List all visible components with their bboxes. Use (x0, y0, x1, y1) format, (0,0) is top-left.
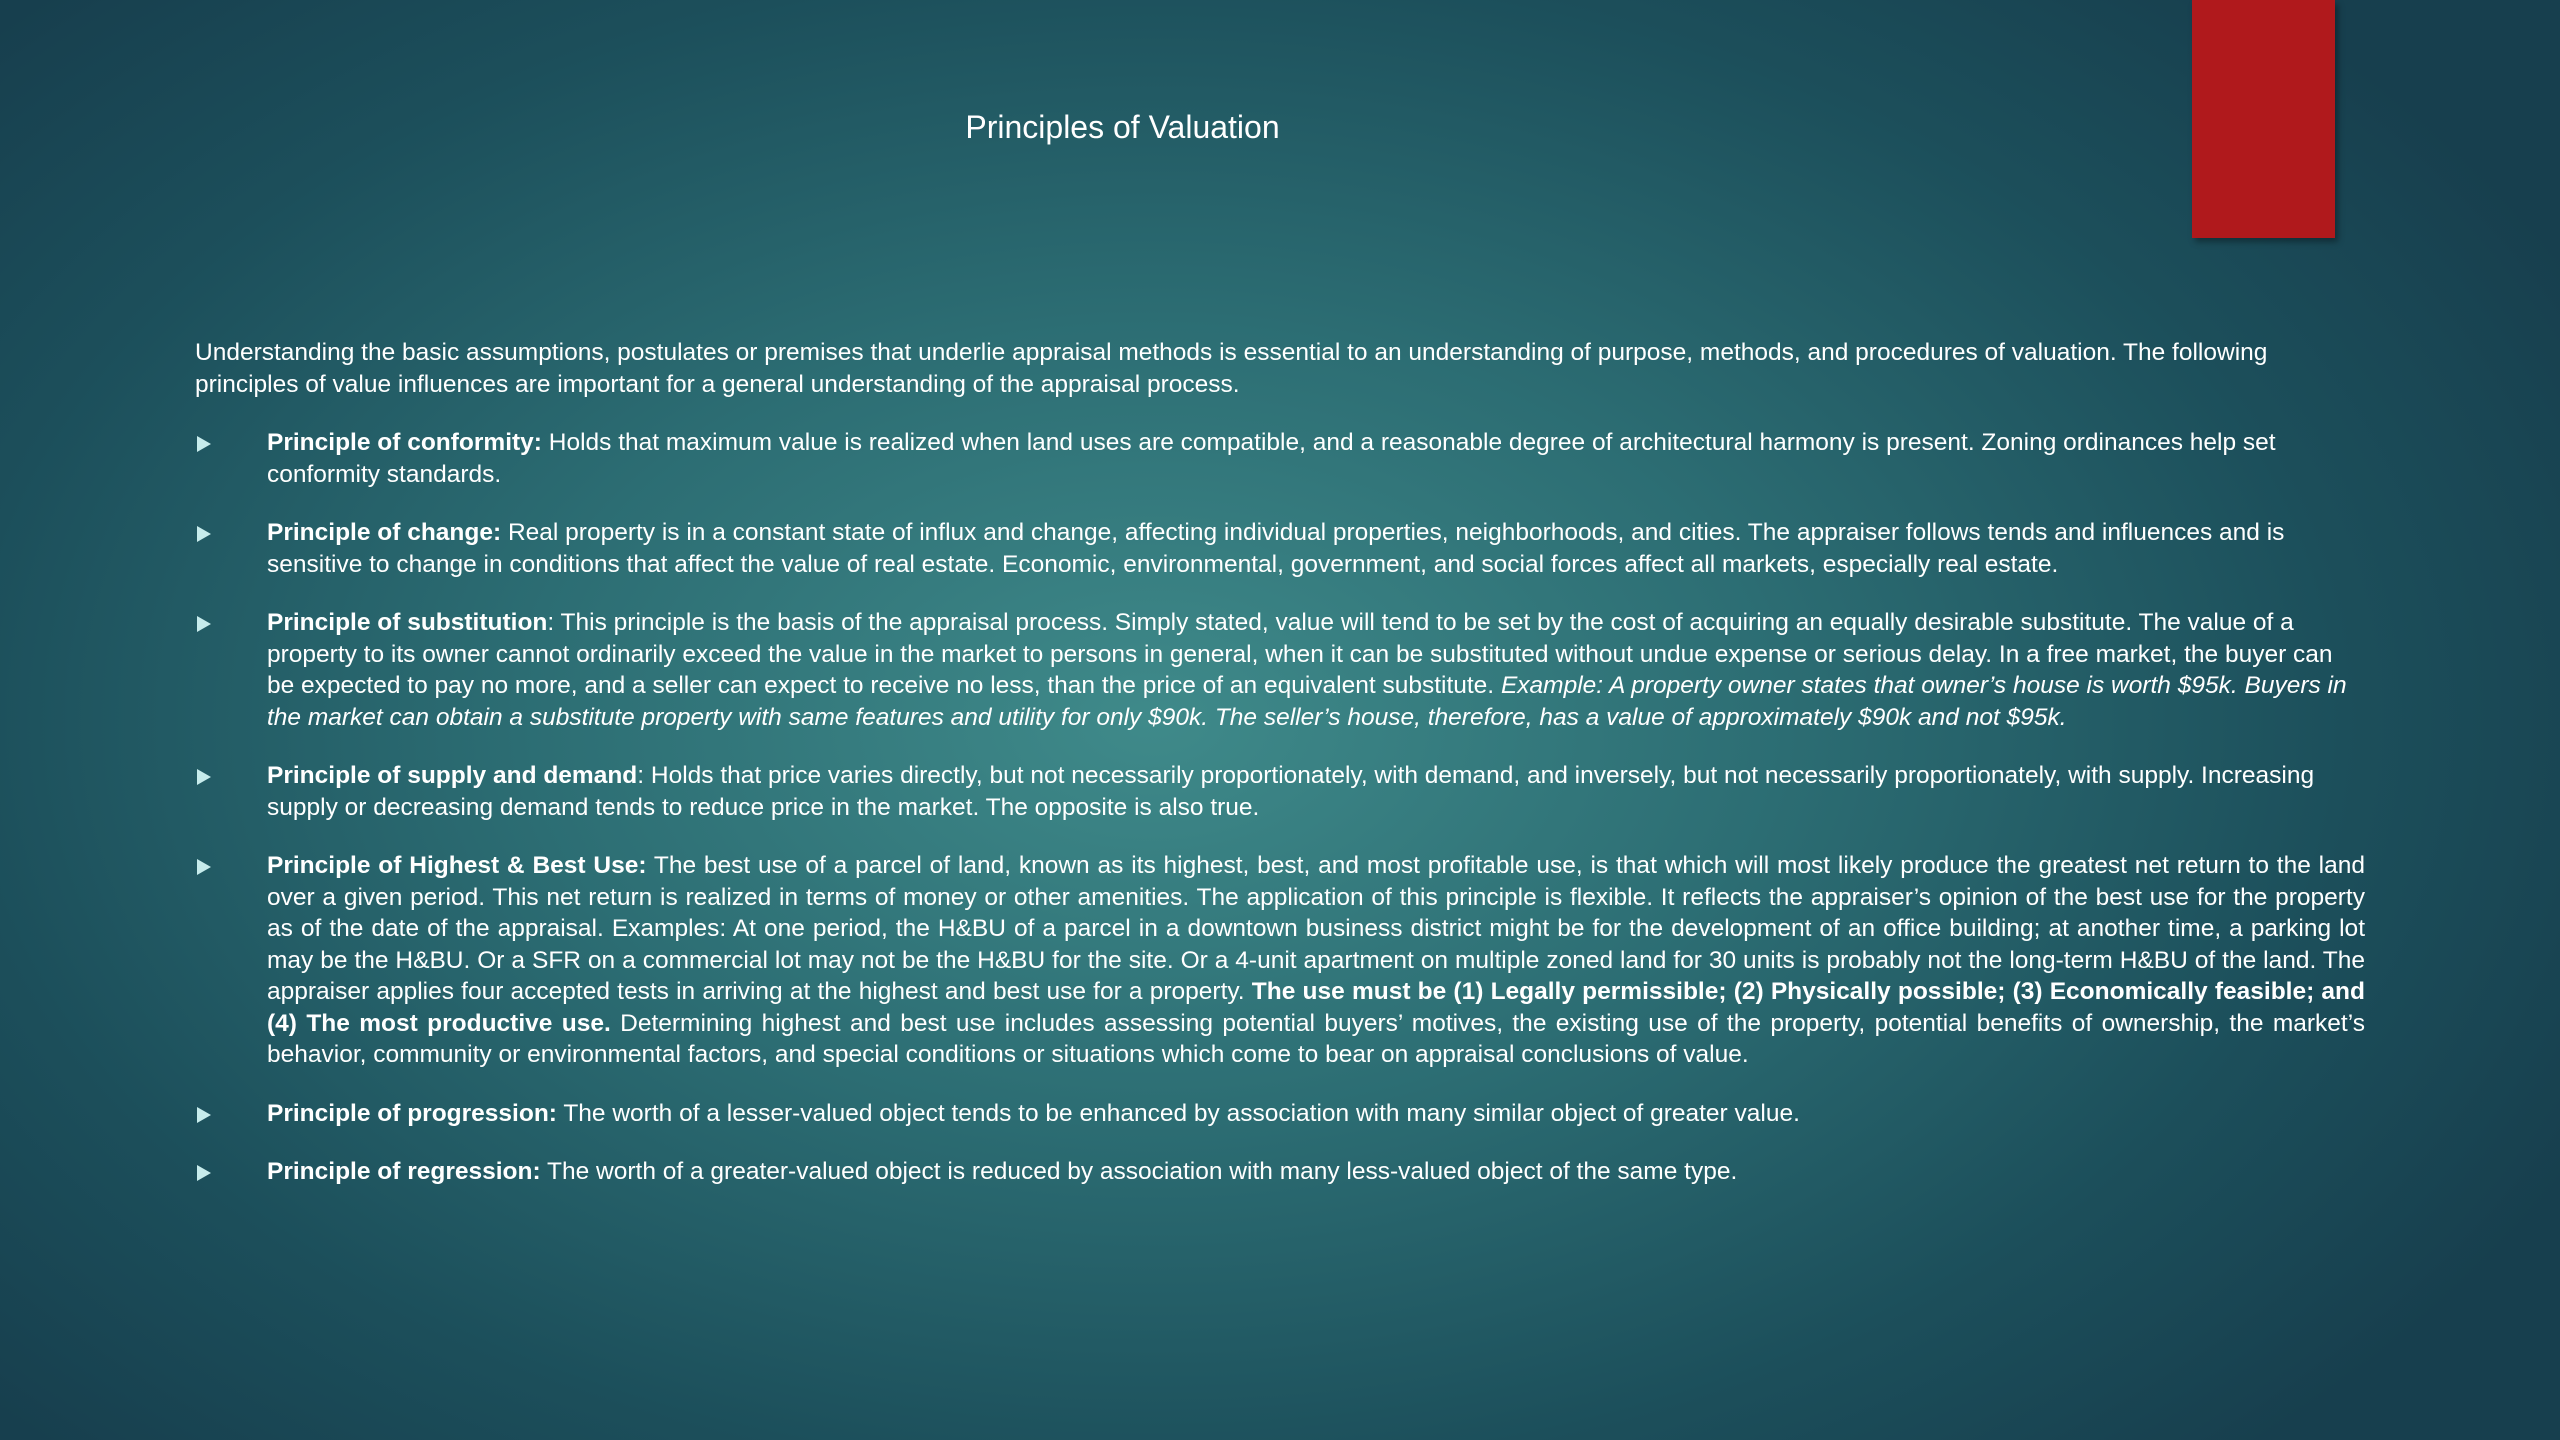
principle-description-continued: Determining highest and best use includes assessing potential buyers’ motives, the existing use of the property, potential benefits of ownership, the market’s behavior, community or environmental factors, and special conditions or situations which come to bear on appraisal conclusions of value. (267, 1009, 2365, 1068)
list-item-conformity (195, 427, 2365, 490)
bullet-text (267, 760, 2365, 823)
triangle-right-icon (197, 1165, 211, 1181)
bullet-text (267, 517, 2365, 580)
list-item-substitution (195, 607, 2365, 733)
bullet-text (267, 1098, 2365, 1130)
triangle-right-icon (197, 769, 211, 785)
slide-body (195, 337, 2365, 1215)
principle-description: The best use of a parcel of land, known as its highest, best, and most profitable use, is that which will most likely produce the greatest net return to the land over a given period. This net return is realized in terms of money or other amenities. The application of this principle is flexible. It reflects the appraiser’s opinion of the best use for the property as of the date of the appraisal. Examples: At one period, the H&BU of a parcel in a downtown business district might be for the development of an office building; at another time, a parking lot may be the H&BU. Or a SFR on a commercial lot may not be the H&BU for the site. Or a 4-unit apartment on multiple zoned land for 30 units is probably not the long-term H&BU of the land. The appraiser applies four accepted tests in arriving at the highest and best use for a property. (267, 852, 2365, 1005)
principle-term: Principle of Highest & Best Use: (267, 852, 647, 879)
principle-example: Example: A property owner states that owner’s house is worth $95k. Buyers in the market can obtain a substitute property with same features and utility for only $90k. The seller’s house, therefore, has a value of approximately $90k and not $95k. (267, 672, 2347, 731)
principle-term: Principle of supply and demand (267, 762, 638, 789)
bullet-text (267, 607, 2365, 733)
list-item-regression (195, 1156, 2365, 1188)
list-item-highest-best-use (195, 850, 2365, 1071)
principle-term: Principle of change: (267, 519, 502, 546)
bullet-text (267, 1156, 2365, 1188)
triangle-right-icon (197, 1107, 211, 1123)
principle-term: Principle of regression: (267, 1158, 541, 1185)
principle-description: The worth of a lesser-valued object tends to be enhanced by association with many similar object of greater value. (556, 1099, 1800, 1127)
bullet-text (267, 427, 2365, 490)
triangle-right-icon (197, 616, 211, 632)
triangle-right-icon (197, 859, 211, 875)
list-item-change (195, 517, 2365, 580)
list-item-supply-demand (195, 760, 2365, 823)
principle-emphasis: The use must be (1) Legally permissible; (2) Physically possible; (3) Economically feasible; and (4) The most productive use. (267, 978, 2365, 1037)
list-item-progression (195, 1098, 2365, 1130)
principle-description: : Holds that price varies directly, but not necessarily proportionately, with demand, and inversely, but not necessarily proportionately, with supply. Increasing supply or decreasing demand tends to reduce price in the market. The opposite is also true. (267, 762, 2315, 821)
principle-term: Principle of substitution (267, 609, 548, 636)
bullet-text (267, 850, 2365, 1071)
slide-title: Principles of Valuation (965, 109, 1280, 145)
principle-term: Principle of conformity: (267, 429, 542, 456)
principle-description: Holds that maximum value is realized when land uses are compatible, and a reasonable degree of architectural harmony is present. Zoning ordinances help set conformity standards. (267, 429, 2276, 488)
intro-paragraph: Understanding the basic assumptions, postulates or premises that underlie appraisal methods is essential to an understanding of purpose, methods, and procedures of valuation. The following principles of value influences are important for a general understanding of the appraisal process. (195, 339, 2268, 398)
principle-term: Principle of progression: (267, 1099, 557, 1127)
triangle-right-icon (197, 526, 211, 542)
principle-description: Real property is in a constant state of influx and change, affecting individual properties, neighborhoods, and cities. The appraiser follows tends and influences and is sensitive to change in conditions that affect the value of real estate. Economic, environmental, government, and social forces affect all markets, especially real estate. (267, 519, 2285, 578)
principles-list (195, 427, 2365, 1188)
principle-description: : This principle is the basis of the appraisal process. Simply stated, value will tend to be set by the cost of acquiring an equally desirable substitute. The value of a property to its owner cannot ordinarily exceed the value in the market to persons in general, when it can be substituted without undue expense or serious delay. In a free market, the buyer can be expected to pay no more, and a seller can expect to receive no less, than the price of an equivalent substitute. (267, 609, 2333, 699)
triangle-right-icon (197, 436, 211, 452)
principle-description: The worth of a greater-valued object is reduced by association with many less-valued object of the same type. (540, 1158, 1738, 1185)
